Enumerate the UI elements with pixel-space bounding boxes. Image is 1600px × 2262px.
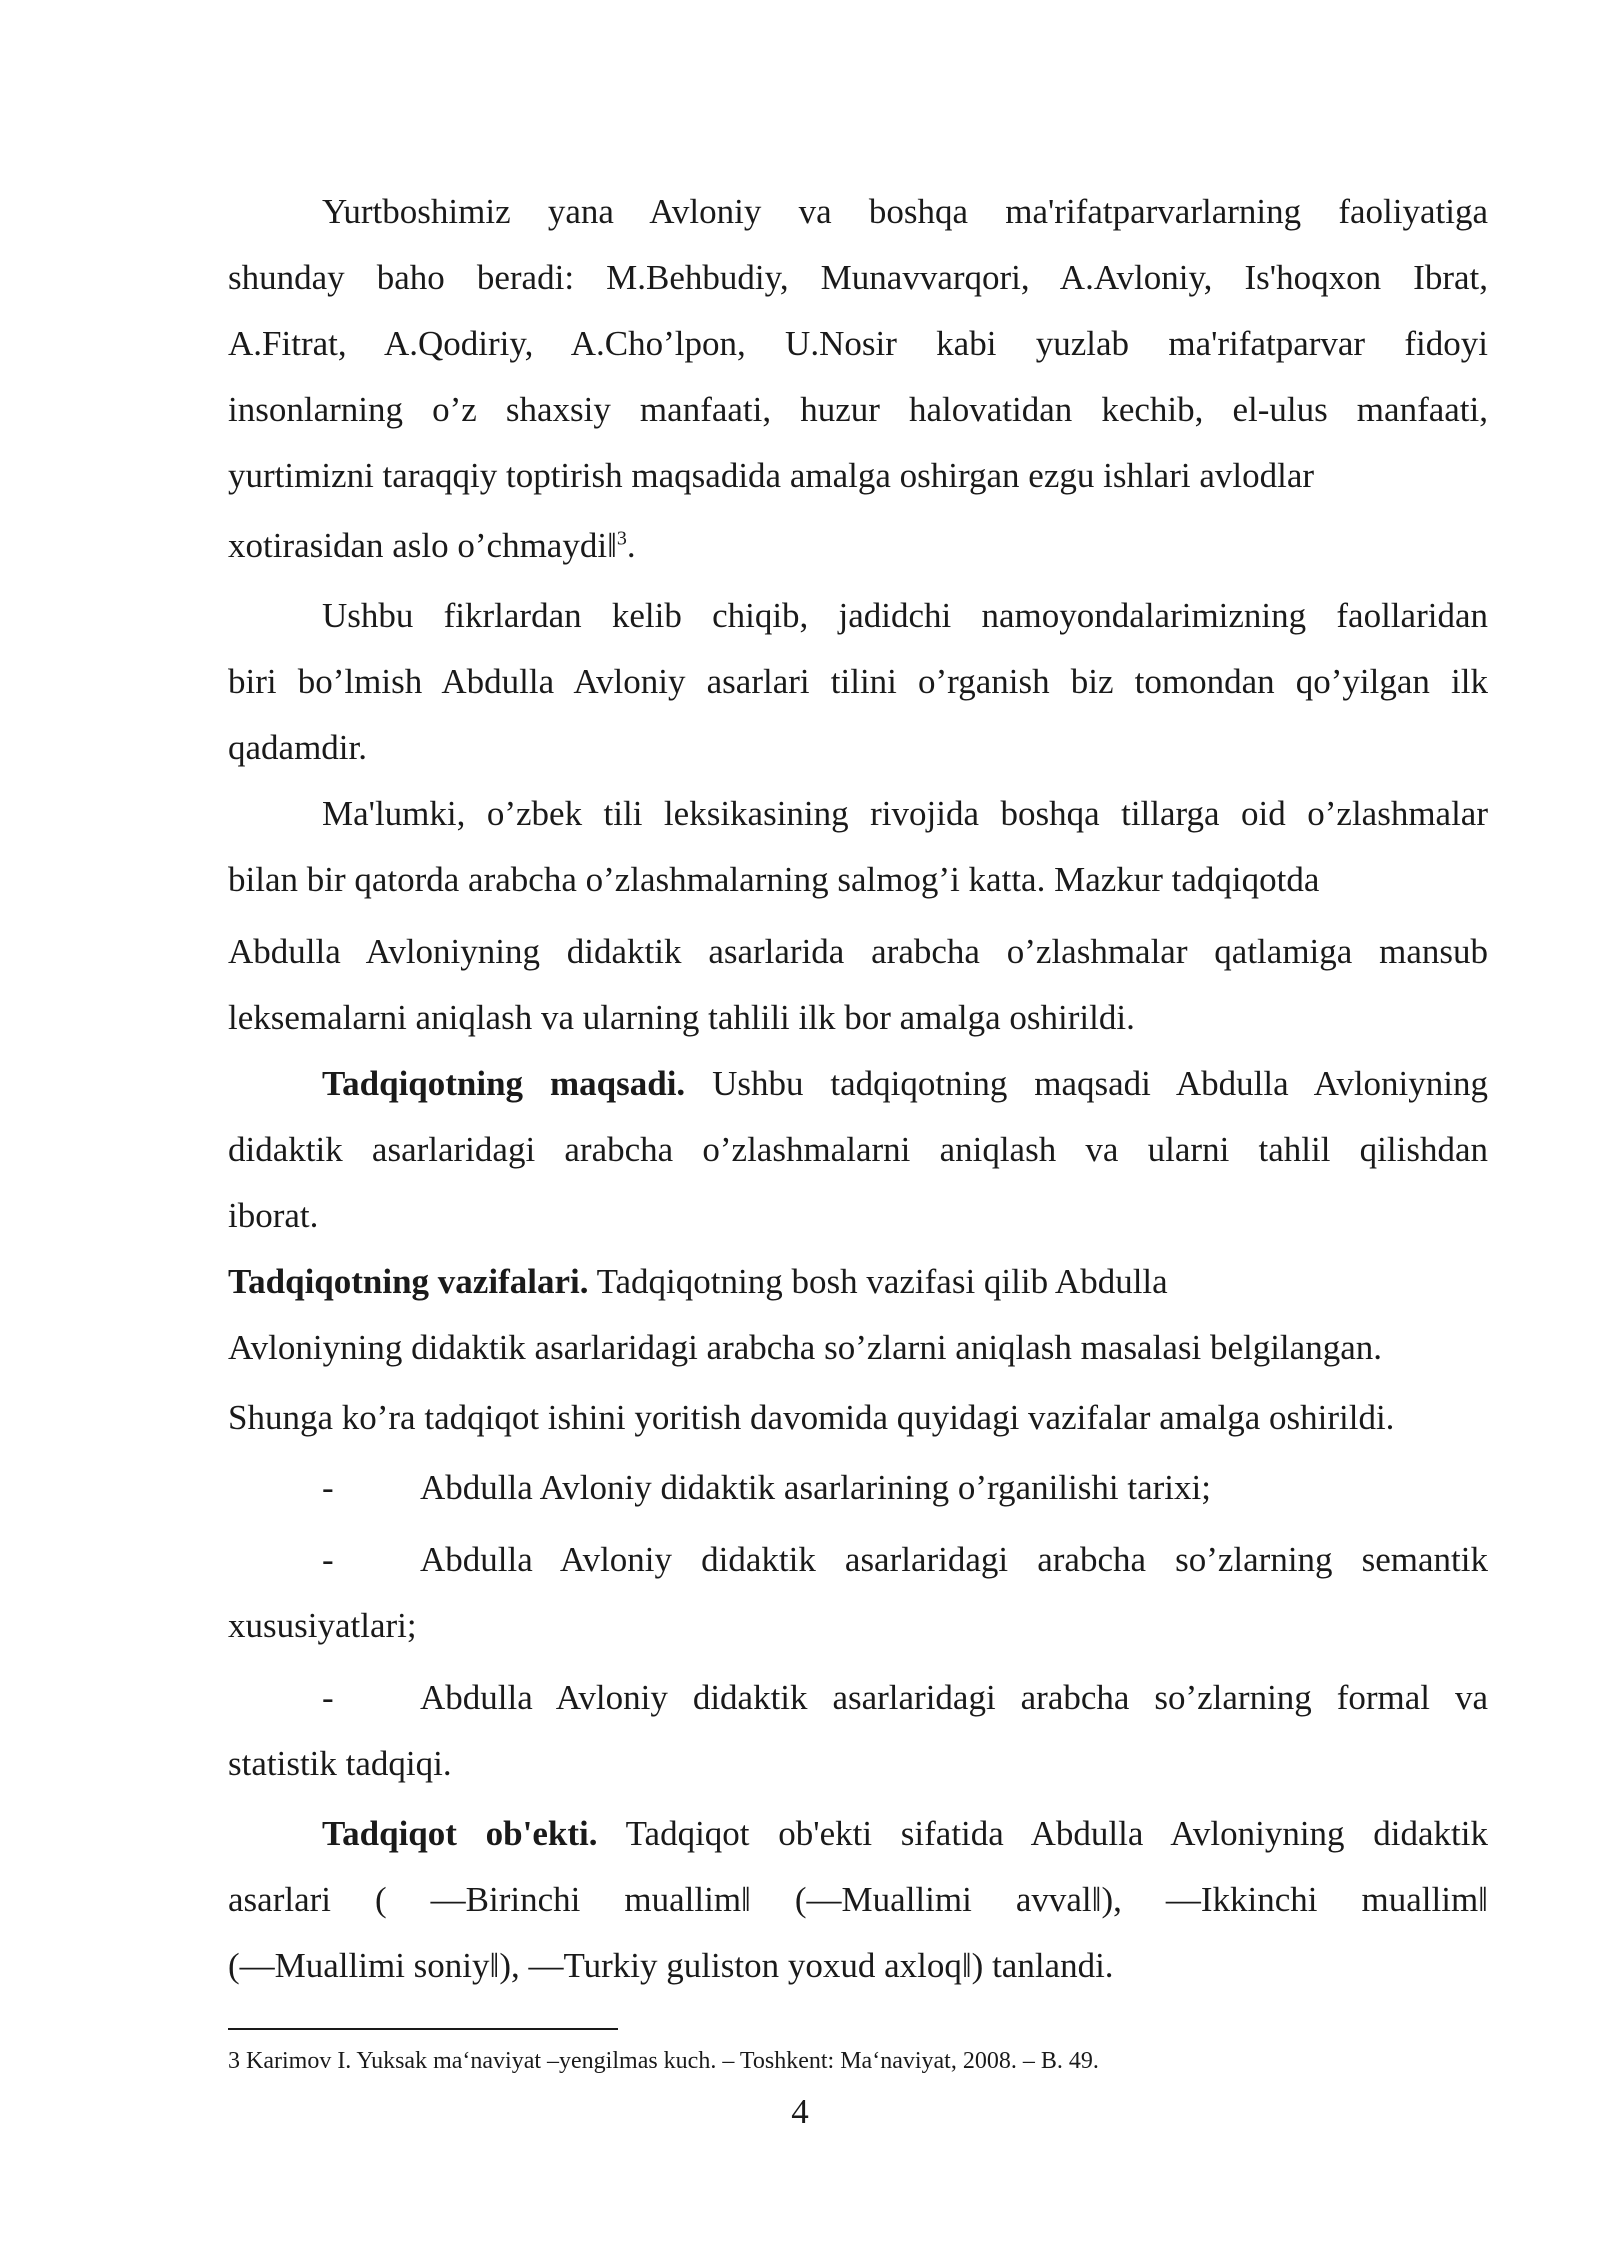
- section-heading-obekti: Tadqiqot ob'ekti.: [322, 1814, 598, 1853]
- paragraph-line: [228, 1260, 1488, 1304]
- paragraph-line: leksemalarni aniqlash va ularning tahlili ilk bor amalga oshirildi.: [228, 998, 1135, 1037]
- paragraph-line: A.Fitrat, A.Qodiriy, A.Cho’lpon, U.Nosir kabi yuzlab ma'rifatparvar fidoyi: [228, 324, 1488, 363]
- paragraph-line: bilan bir qatorda arabcha o’zlashmalarning salmog’i katta. Mazkur tadqiqotda: [228, 860, 1320, 899]
- paragraph-text: xotirasidan aslo o’chmaydi‖: [228, 526, 617, 565]
- section-heading-vazifalari: Tadqiqotning vazifalari.: [228, 1262, 589, 1301]
- footnote-separator: [228, 2028, 618, 2030]
- list-item-continuation: xususiyatlari;: [228, 1606, 417, 1645]
- page-number: 4: [791, 2092, 809, 2131]
- paragraph-line: (―Muallimi soniy‖), ―Turkiy guliston yoxud axloq‖) tanlandi.: [228, 1946, 1114, 1985]
- paragraph-line: Ushbu fikrlardan kelib chiqib, jadidchi namoyondalarimizning faollaridan: [322, 596, 1488, 635]
- paragraph-text: Tadqiqotning bosh vazifasi qilib Abdulla: [588, 1262, 1168, 1301]
- list-dash: -: [322, 1468, 334, 1507]
- paragraph-line: [322, 1062, 1488, 1106]
- list-dash: -: [322, 1678, 334, 1717]
- paragraph-line: iborat.: [228, 1196, 319, 1235]
- section-heading-maqsadi: Tadqiqotning maqsadi.: [322, 1064, 686, 1103]
- paragraph-line: qadamdir.: [228, 728, 367, 767]
- paragraph-line: didaktik asarlaridagi arabcha o’zlashmalarni aniqlash va ularni tahlil qilishdan: [228, 1130, 1488, 1169]
- paragraph-line: Yurtboshimiz yana Avloniy va boshqa ma'rifatparvarlarning faoliyatiga: [322, 192, 1488, 231]
- paragraph-line: Avloniyning didaktik asarlaridagi arabcha so’zlarni aniqlash masalasi belgilangan.: [228, 1328, 1382, 1367]
- footnote: 3 Karimov I. Yuksak ma‘naviyat –yengilmas kuch. – Toshkent: Ma‘naviyat, 2008. – B. 49.: [228, 2048, 1099, 2074]
- paragraph-line: insonlarning o’z shaxsiy manfaati, huzur halovatidan kechib, el-ulus manfaati,: [228, 390, 1488, 429]
- paragraph-line: asarlari ( ―Birinchi muallim‖ (―Muallimi avval‖), ―Ikkinchi muallim‖: [228, 1880, 1488, 1919]
- list-item: Abdulla Avloniy didaktik asarlarining o’rganilishi tarixi;: [420, 1468, 1211, 1507]
- paragraph-line: shunday baho beradi: M.Behbudiy, Munavvarqori, A.Avloniy, Is'hoqxon Ibrat,: [228, 258, 1488, 297]
- paragraph-text: Ushbu tadqiqotning maqsadi Abdulla Avloniyning: [685, 1064, 1488, 1103]
- list-item: Abdulla Avloniy didaktik asarlaridagi arabcha so’zlarning semantik: [420, 1540, 1488, 1579]
- paragraph-line-with-footnote-ref: [228, 524, 1488, 568]
- paragraph-line: [322, 1812, 1488, 1856]
- paragraph-line: biri bo’lmish Abdulla Avloniy asarlari tilini o’rganish biz tomondan qo’yilgan ilk: [228, 662, 1488, 701]
- list-item: Abdulla Avloniy didaktik asarlaridagi arabcha so’zlarning formal va: [420, 1678, 1488, 1717]
- paragraph-text: .: [626, 526, 636, 565]
- list-dash: -: [322, 1540, 334, 1579]
- footnote-reference: 3: [616, 527, 627, 550]
- paragraph-line: Shunga ko’ra tadqiqot ishini yoritish davomida quyidagi vazifalar amalga oshirildi.: [228, 1398, 1395, 1437]
- paragraph-text: Tadqiqot ob'ekti sifatida Abdulla Avloniyning didaktik: [597, 1814, 1489, 1853]
- paragraph-line: Ma'lumki, o’zbek tili leksikasining rivojida boshqa tillarga oid o’zlashmalar: [322, 794, 1488, 833]
- list-item-continuation: statistik tadqiqi.: [228, 1744, 452, 1783]
- paragraph-line: Abdulla Avloniyning didaktik asarlarida arabcha o’zlashmalar qatlamiga mansub: [228, 932, 1488, 971]
- paragraph-line: yurtimizni taraqqiy toptirish maqsadida amalga oshirgan ezgu ishlari avlodlar: [228, 456, 1315, 495]
